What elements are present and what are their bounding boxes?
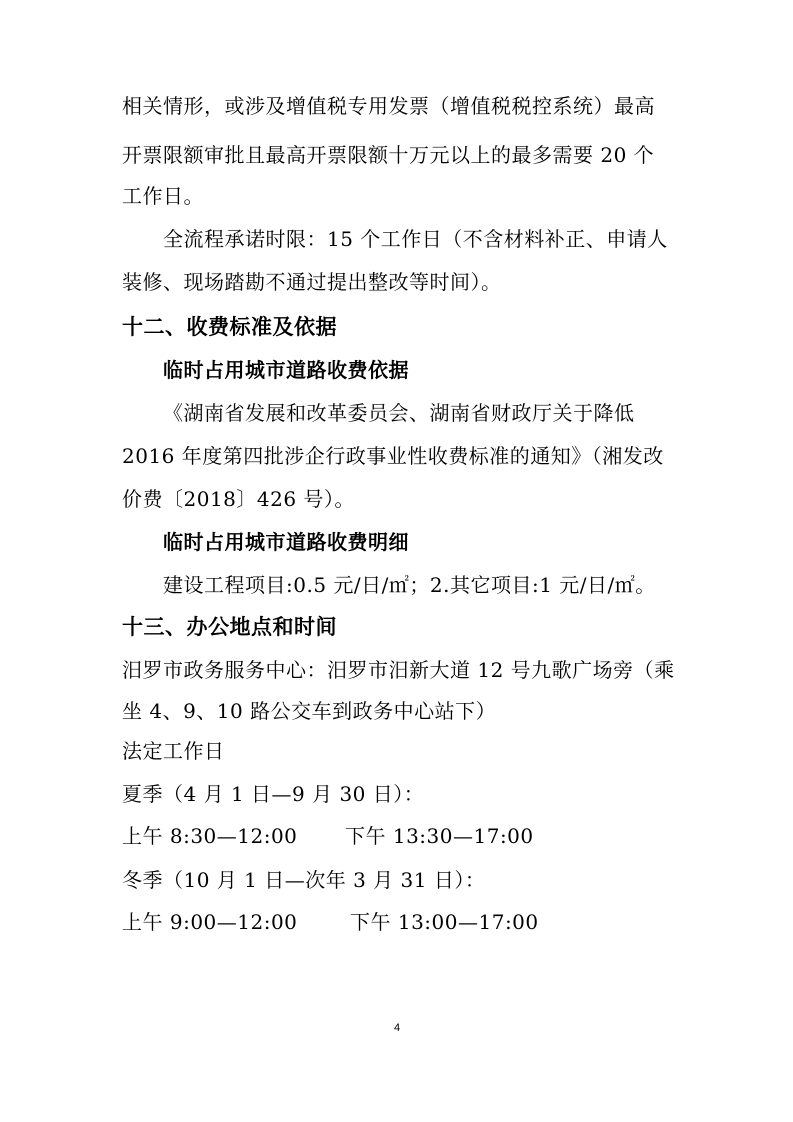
paragraph-line: 开票限额审批且最高开票限额十万元以上的最多需要 20 个 [122,143,655,167]
workday-label: 法定工作日 [122,739,225,763]
office-address-line: 坐 4、9、10 路公交车到政务中心站下） [122,699,497,723]
fee-detail-title: 临时占用城市道路收费明细 [163,530,409,554]
section-13-heading: 十三、办公地点和时间 [122,615,337,639]
fee-detail-line: 建设工程项目:0.5 元/日/㎡；2.其它项目:1 元/日/㎡。 [163,573,656,597]
paragraph-line: 工作日。 [122,184,204,208]
paragraph-line: 装修、现场踏勘不通过提出整改等时间）。 [122,270,502,294]
fee-basis-line: 《湖南省发展和改革委员会、湖南省财政厅关于降低 [163,401,635,425]
paragraph-line: 全流程承诺时限：15 个工作日（不含材料补正、申请人 [163,227,668,251]
summer-afternoon-hours: 下午 13:30—17:00 [345,824,534,848]
summer-morning-hours: 上午 8:30—12:00 [122,824,298,848]
page-number: 4 [393,1022,401,1034]
winter-label: 冬季（10 月 1 日—次年 3 月 31 日）： [122,868,486,892]
office-address-line: 汨罗市政务服务中心：汨罗市汨新大道 12 号九歌广场旁（乘 [122,658,675,682]
fee-basis-line: 价费〔2018〕426 号）。 [122,487,355,511]
fee-basis-title: 临时占用城市道路收费依据 [163,358,409,382]
winter-morning-hours: 上午 9:00—12:00 [122,910,298,934]
paragraph-line: 相关情形，或涉及增值税专用发票（增值税税控系统）最高 [122,94,655,118]
section-12-heading: 十二、收费标准及依据 [122,315,337,339]
fee-basis-line: 2016 年度第四批涉企行政事业性收费标准的通知》（湘发改 [122,444,664,468]
winter-afternoon-hours: 下午 13:00—17:00 [350,910,539,934]
summer-label: 夏季（4 月 1 日—9 月 30 日）： [122,782,425,806]
